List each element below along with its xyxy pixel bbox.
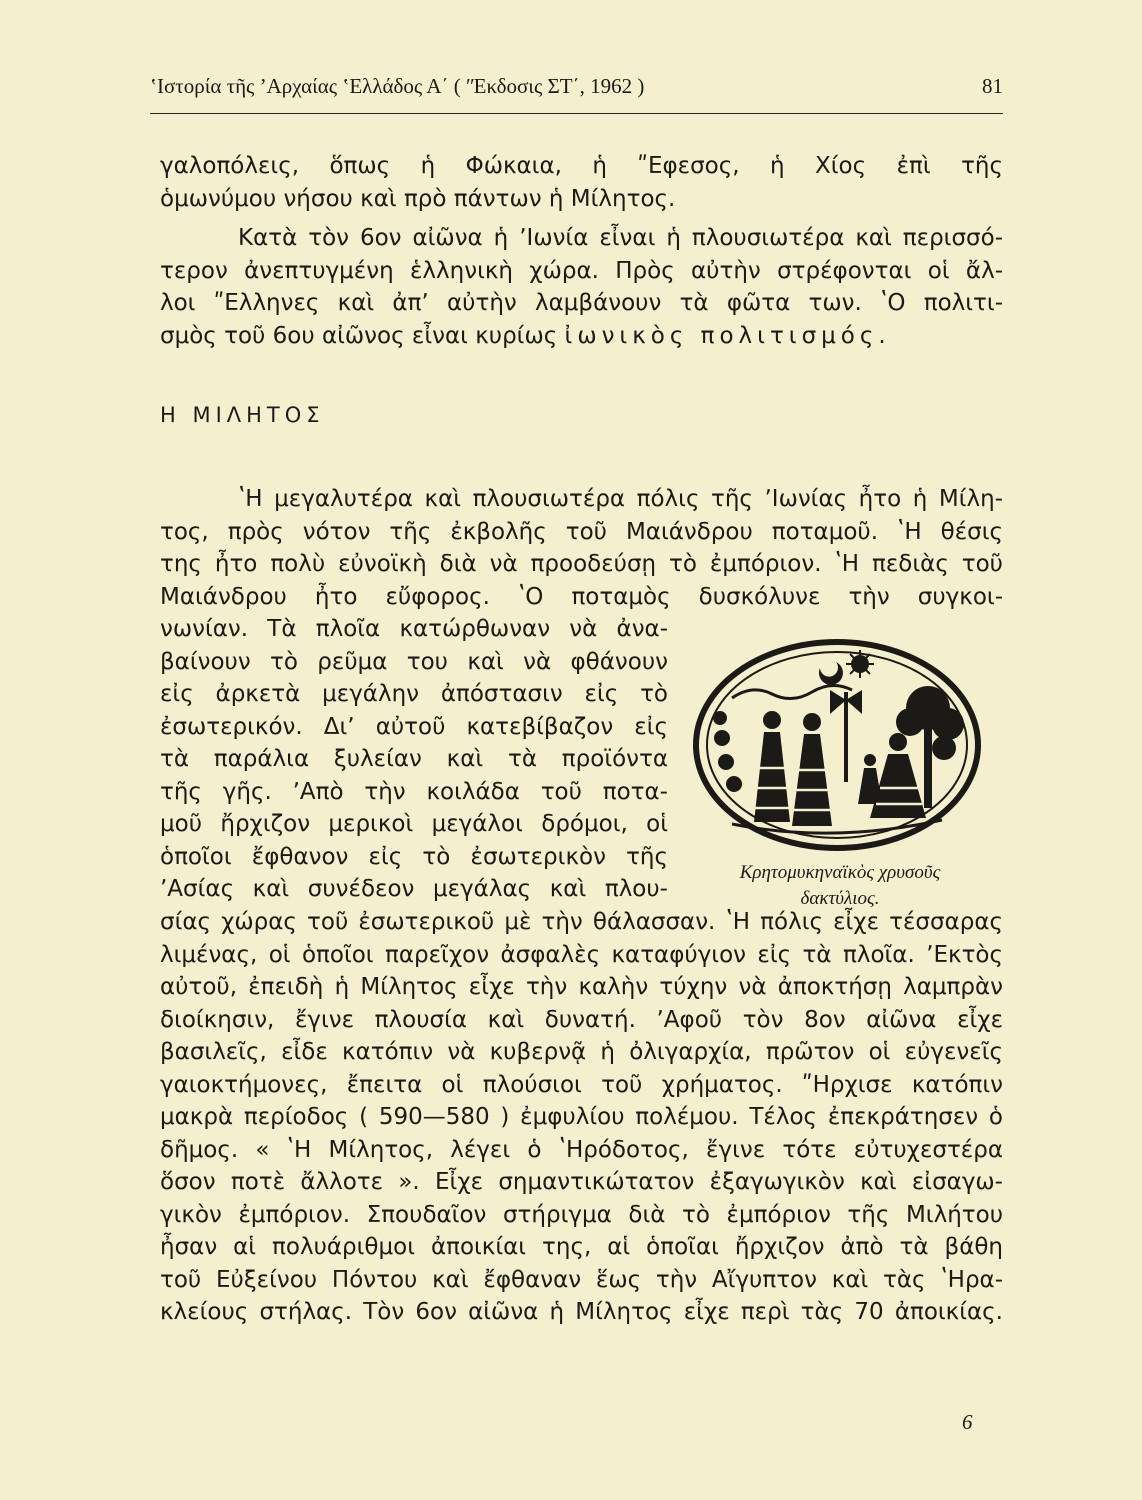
header-rule	[150, 113, 1003, 114]
text-line: Μαιάνδρου ἦτο εὔφορος. ʽΟ ποταμὸς δυσκόλυνε τὴν συγκοι-	[160, 583, 1003, 610]
text-line: ἐσωτερικόν. Διʼ αὐτοῦ κατεβίβαζον εἰς	[160, 713, 668, 740]
paragraph-1	[160, 150, 1003, 215]
header-title: ʽΙστορία τῆς ʼΑρχαίας ʽΕλλάδος Α΄ ( ʺΕκδοσις ΣΤ΄, 1962 )	[150, 74, 645, 98]
paragraph-3-top	[160, 483, 1003, 613]
text-line: νωνίαν. Τὰ πλοῖα κατώρθωναν νὰ ἀνα-	[160, 616, 668, 642]
gold-ring-engraving-figure	[692, 638, 982, 852]
page-number: 81	[982, 74, 1003, 98]
caption-line: Κρητομυκηναϊκὸς χρυσοῦς	[739, 862, 941, 883]
text-line: εἰς ἀρκετὰ μεγάλην ἀπόστασιν εἰς τὸ	[160, 681, 668, 707]
text-line: διοίκησιν, ἔγινε πλουσία καὶ δυνατή. ʼΑφοῦ τὸν 8ον αἰῶνα εἶχε	[160, 1006, 1003, 1033]
paragraph-3-narrow	[160, 613, 668, 906]
text-line: τερον ἀνεπτυγμένη ἑλληνικὴ χώρα. Πρὸς αὐτὴν στρέφονται οἱ ἄλ-	[160, 257, 1003, 284]
text-line: μακρὰ περίοδος ( 590—580 ) ἐμφυλίου πολέμου. Τέλος ἐπεκράτησεν ὁ	[160, 1104, 1003, 1130]
text-line: γαιοκτήμονες, ἔπειτα οἱ πλούσιοι τοῦ χρήματος. ʺΗρχισε κατόπιν	[160, 1071, 1003, 1098]
text-line: ʽΗ μεγαλυτέρα καὶ πλουσιωτέρα πόλις τῆς ʼΙωνίας ἦτο ἡ Μίλη-	[238, 486, 1003, 512]
text-line: λοι ʺΕλληνες καὶ ἀπʼ αὐτὴν λαμβάνουν τὰ φῶτα των. ʽΟ πολιτι-	[160, 290, 1003, 316]
text-line: τὰ παράλια ξυλείαν καὶ τὰ προϊόντα	[160, 746, 668, 772]
section-heading: Η ΜΙΛΗΤΟΣ	[160, 403, 325, 427]
text-line: ὅσον ποτὲ ἄλλοτε ». Εἶχε σημαντικώτατον ἐξαγωγικὸν καὶ εἰσαγω-	[160, 1169, 1003, 1195]
text-line: αὐτοῦ, ἐπειδὴ ἡ Μίλητος εἶχε τὴν καλὴν τύχην νὰ ἀποκτήσῃ λαμπρὰν	[160, 974, 1003, 1000]
caption-line: δακτύλιος.	[800, 888, 880, 909]
text-line: ʼΑσίας καὶ συνέδεον μεγάλας καὶ πλου-	[160, 876, 668, 902]
figure-caption	[690, 860, 990, 912]
paragraph-2	[160, 222, 1003, 352]
text-line: μοῦ ἤρχιζον μερικοὶ μεγάλοι δρόμοι, οἱ	[160, 811, 668, 837]
text-line	[160, 320, 1003, 353]
text-line: γαλοπόλεις, ὅπως ἡ Φώκαια, ἡ ʺΕφεσος, ἡ Χίος ἐπὶ τῆς	[160, 153, 1003, 179]
text-line: τος, πρὸς νότον τῆς ἐκβολῆς τοῦ Μαιάνδρου ποταμοῦ. ʽΗ θέσις	[160, 518, 1003, 545]
text-line: ὁποῖοι ἔφθανον εἰς τὸ ἐσωτερικὸν τῆς	[160, 843, 668, 870]
text-line: ὁμωνύμου νήσου καὶ πρὸ πάντων ἡ Μίλητος.	[160, 185, 676, 212]
text-line: τοῦ Εὐξείνου Πόντου καὶ ἔφθαναν ἕως τὴν Αἴγυπτον καὶ τὰς ʽΗρα-	[160, 1266, 1003, 1293]
text-line: κλείους στήλας. Τὸν 6ον αἰῶνα ἡ Μίλητος εἶχε περὶ τὰς 70 ἀποικίας.	[160, 1299, 1003, 1325]
text-line: βασιλεῖς, εἶδε κατόπιν νὰ κυβερνᾷ ἡ ὀλιγαρχία, πρῶτον οἱ εὐγενεῖς	[160, 1039, 1003, 1065]
text-line: Κατὰ τὸν 6ον αἰῶνα ἡ ʼΙωνία εἶναι ἡ πλουσιωτέρα καὶ περισσό-	[238, 225, 1003, 251]
signature-mark: 6	[962, 1410, 973, 1434]
text-line: τῆς γῆς. ʼΑπὸ τὴν κοιλάδα τοῦ ποτα-	[160, 778, 668, 805]
running-header	[150, 74, 1003, 99]
spaced-emphasis: ἰωνικὸς πολιτισμός.	[564, 322, 891, 349]
text-line: της ἦτο πολὺ εὐνοϊκὴ διὰ νὰ προοδεύσῃ τὸ ἐμπόριον. ʽΗ πεδιὰς τοῦ	[160, 551, 1003, 577]
text-line: ἦσαν αἱ πολυάριθμοι ἀποικίαι της, αἱ ὁποῖαι ἤρχιζον ἀπὸ τὰ βάθη	[160, 1234, 1003, 1260]
text-span: σμὸς τοῦ 6ου αἰῶνος εἶναι κυρίως	[160, 322, 558, 349]
paragraph-3-bottom	[160, 906, 1003, 1329]
text-line: βαίνουν τὸ ρεῦμα του καὶ νὰ φθάνουν	[160, 648, 668, 675]
text-line: λιμένας, οἱ ὁποῖοι παρεῖχον ἀσφαλὲς καταφύγιον εἰς τὰ πλοῖα. ʼΕκτὸς	[160, 941, 1003, 968]
text-line: σίας χώρας τοῦ ἐσωτερικοῦ μὲ τὴν θάλασσαν. ʽΗ πόλις εἶχε τέσσαρας	[160, 909, 1003, 935]
text-line: γικὸν ἐμπόριον. Σπουδαῖον στήριγμα διὰ τὸ ἐμπόριον τῆς Μιλήτου	[160, 1201, 1003, 1228]
text-line: δῆμος. « ʽΗ Μίλητος, λέγει ὁ ʽΗρόδοτος, ἔγινε τότε εὐτυχεστέρα	[160, 1136, 1003, 1163]
